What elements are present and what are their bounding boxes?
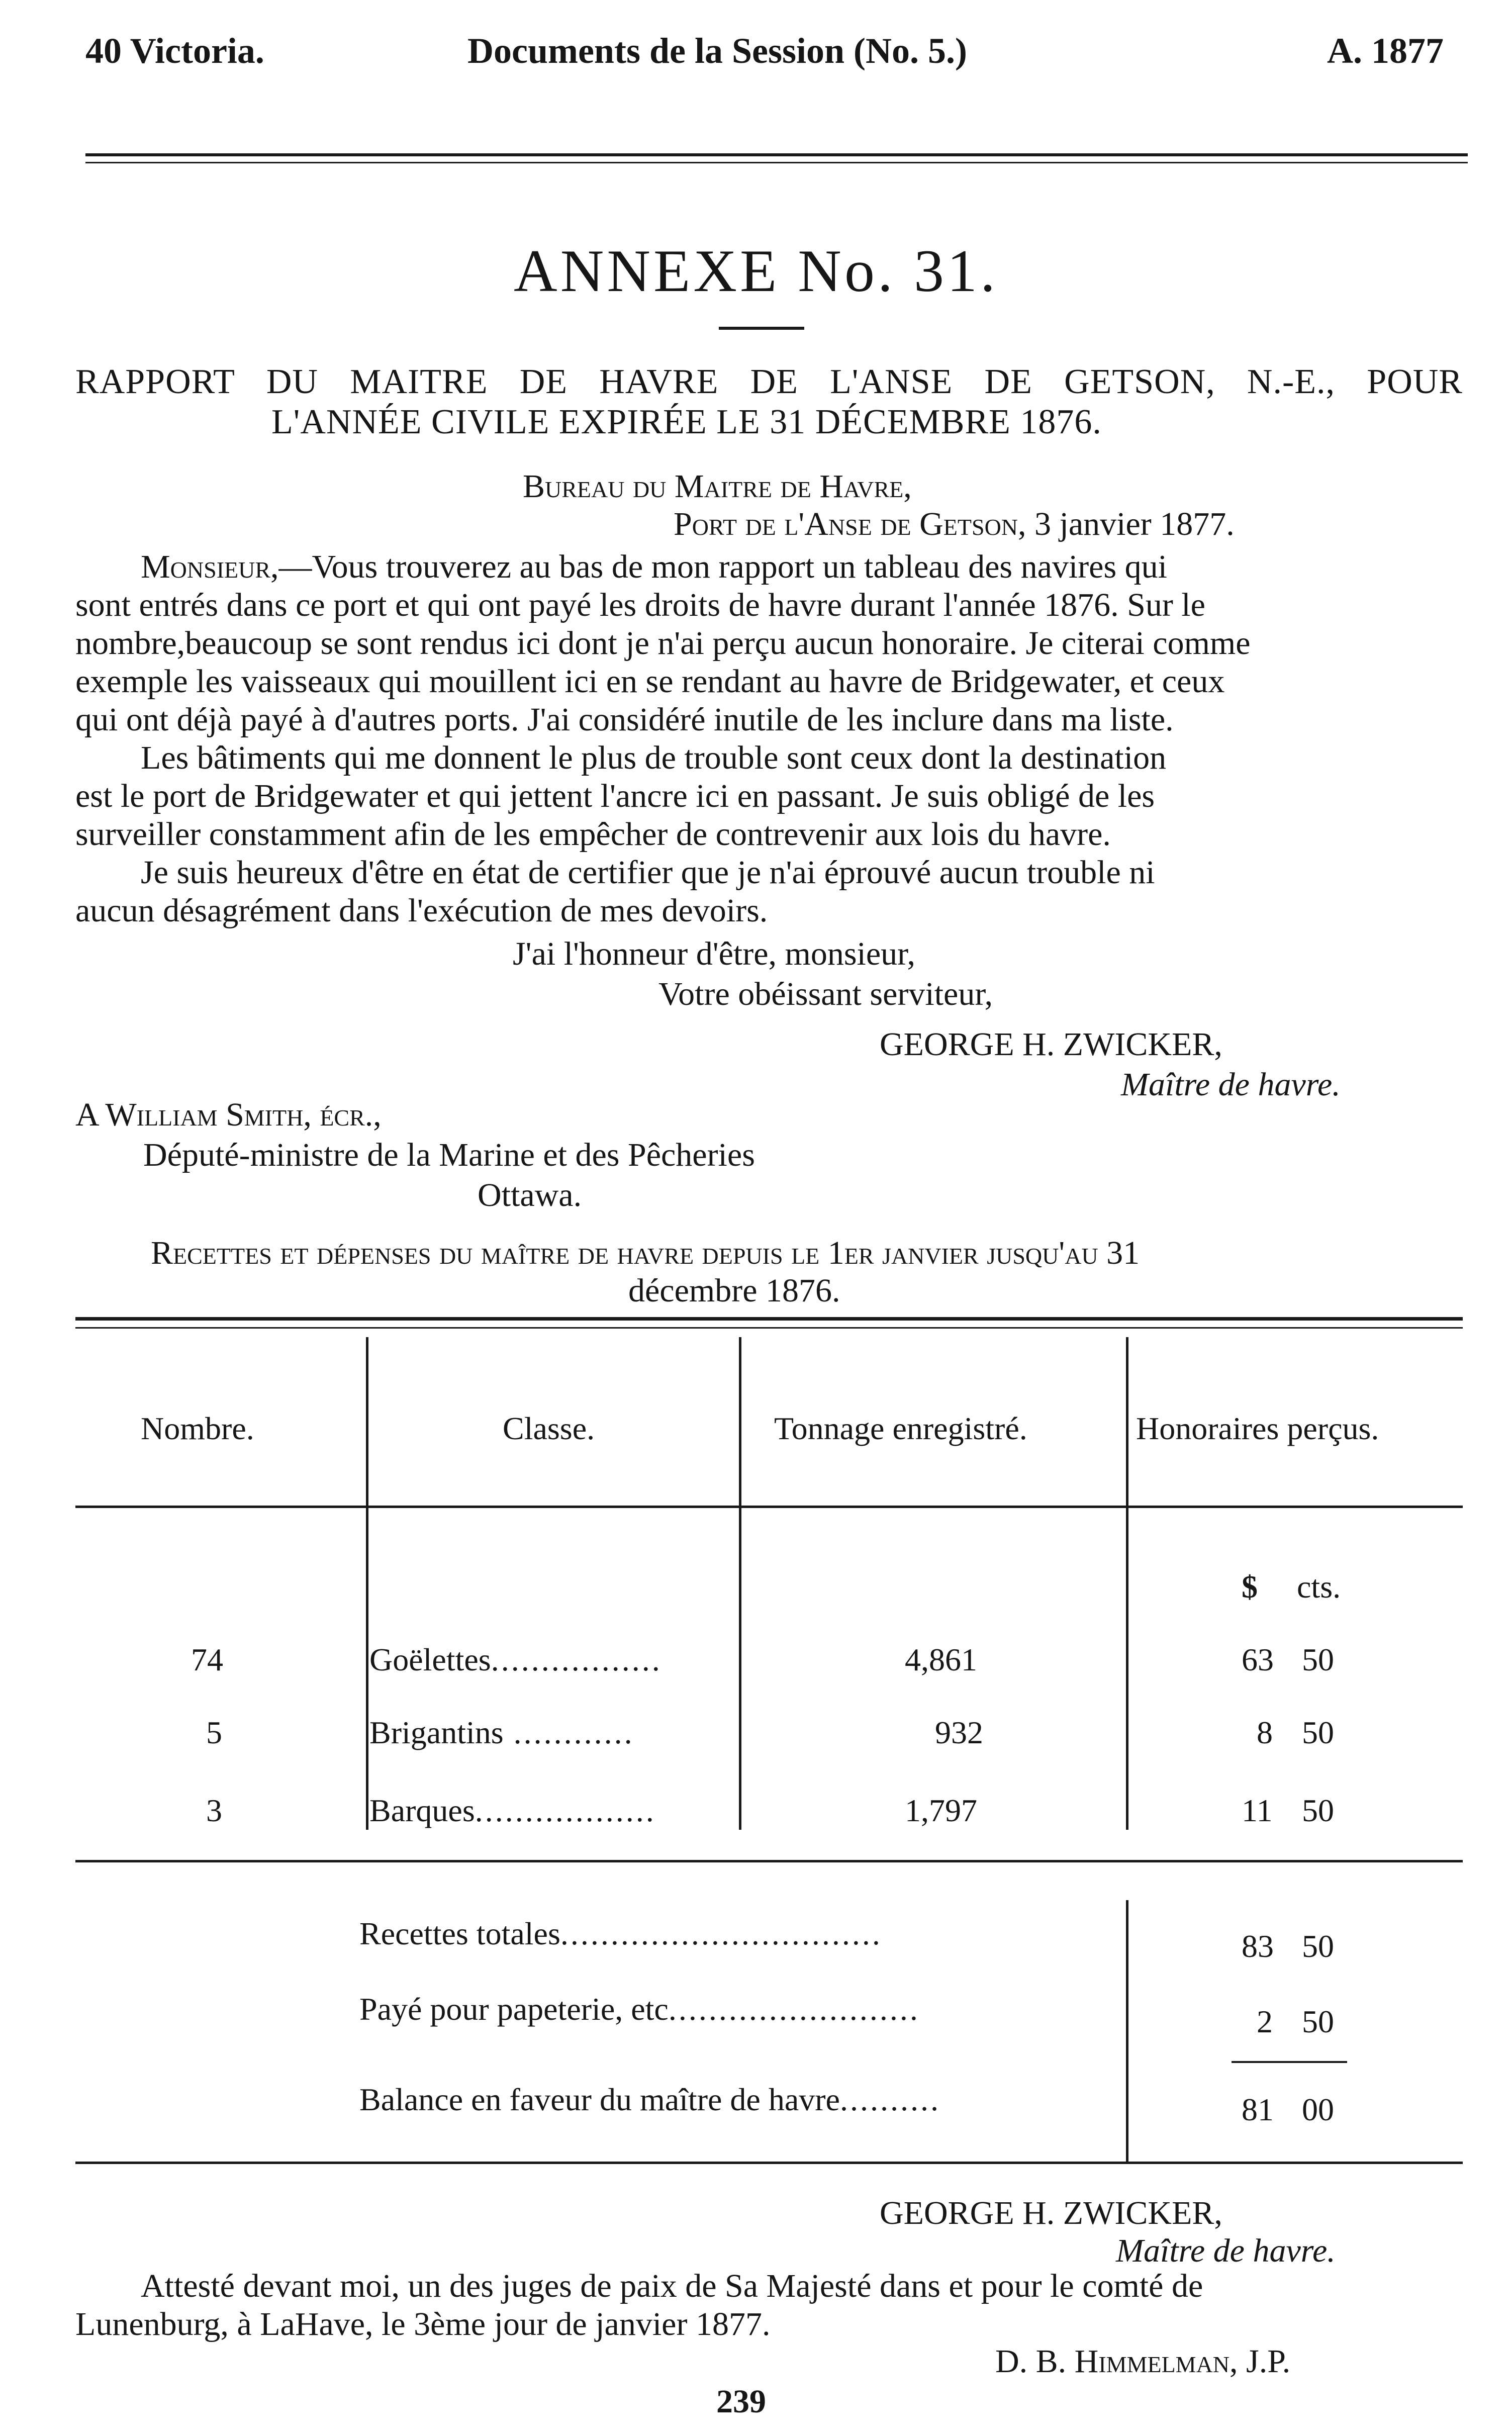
table-body-rule: [75, 1860, 1463, 1862]
table-bottom-rule: [75, 2162, 1463, 2164]
summary-dollars: 81: [1242, 2092, 1274, 2127]
paragraph-line: exemple les vaisseaux qui mouillent ici en se rendant au havre de Bridgewater, et ceux: [75, 663, 1225, 700]
header-rule-top: [85, 153, 1468, 156]
summary-cents: 00: [1302, 2092, 1334, 2127]
row-cents: 50: [1302, 1715, 1334, 1750]
address-date: 3 janvier 1877.: [1034, 506, 1235, 542]
letter-paragraph-1: [75, 548, 1463, 930]
paragraph-line: sont entrés dans ce port et qui ont payé les droits de havre durant l'année 1876. Sur le: [75, 587, 1205, 623]
paragraph-line: Je suis heureux d'être en état de certifier que je n'ai éprouvé aucun trouble ni: [141, 854, 1155, 891]
salutation: Monsieur,: [141, 548, 279, 585]
attestation: [75, 2267, 1463, 2344]
closing-signature-title: Maître de havre.: [1116, 2232, 1336, 2269]
summary-dollars: 2: [1257, 2004, 1273, 2039]
header-year: A. 1877: [1327, 31, 1444, 71]
paragraph-line: Monsieur,—Vous trouverez au bas de mon rapport un tableau des navires qui: [141, 548, 1167, 585]
address-place: Port de l'Anse de Getson,: [674, 506, 1026, 542]
recipient-name: A William Smith, écr.,: [75, 1096, 382, 1133]
currency-cents-label: cts.: [1297, 1569, 1341, 1605]
letter-closing-1: J'ai l'honneur d'être, monsieur,: [513, 935, 915, 972]
summary-label: Recettes totales................................: [359, 1916, 882, 1951]
summary-cents: 50: [1302, 1928, 1334, 1964]
row-nombre: 3: [206, 1793, 222, 1828]
row-nombre: 74: [191, 1642, 223, 1677]
table-rule-top-thin: [75, 1327, 1463, 1329]
row-tonnage: 4,861: [905, 1642, 977, 1677]
summary-dollars: 83: [1242, 1928, 1274, 1964]
paragraph-line: est le port de Bridgewater et qui jettent l'ancre ici en passant. Je suis obligé de les: [75, 778, 1155, 814]
column-header-tonnage: Tonnage enregistré.: [774, 1411, 1027, 1446]
column-divider: [366, 1337, 368, 1830]
paragraph-line: surveiller constamment afin de les empêcher de contrevenir aux lois du havre.: [75, 816, 1111, 853]
report-title-line2: L'ANNÉE CIVILE EXPIRÉE LE 31 DÉCEMBRE 1876.: [271, 403, 1102, 441]
row-dollars: 8: [1257, 1715, 1273, 1750]
summary-label: Balance en faveur du maître de havre..........: [359, 2082, 940, 2117]
address-office: Bureau du Maitre de Havre,: [523, 468, 912, 505]
paragraph-line: Les bâtiments qui me donnent le plus de trouble sont ceux dont la destination: [141, 739, 1167, 776]
attestation-line: Lunenburg, à LaHave, le 3ème jour de janvier 1877.: [75, 2306, 771, 2343]
table-rule-top: [75, 1317, 1463, 1321]
table-caption-line1: Recettes et dépenses du maître de havre depuis le 1er janvier jusqu'au 31: [151, 1235, 1140, 1271]
recipient-city: Ottawa.: [478, 1177, 582, 1213]
subtotal-rule: [1232, 2061, 1347, 2063]
table-caption-line2: décembre 1876.: [628, 1272, 840, 1309]
row-nombre: 5: [206, 1715, 222, 1750]
row-cents: 50: [1302, 1642, 1334, 1677]
header-rule-bottom: [85, 162, 1468, 163]
row-dollars: 63: [1242, 1642, 1274, 1677]
attestation-signer: D. B. Himmelman, J.P.: [995, 2343, 1291, 2380]
title-separator: [719, 327, 804, 330]
row-tonnage: 932: [935, 1715, 983, 1750]
row-classe: Goëlettes.................: [369, 1642, 662, 1677]
header-document-title: Documents de la Session (No. 5.): [467, 31, 968, 71]
paragraph-line: aucun désagrément dans l'exécution de mes devoirs.: [75, 892, 768, 929]
summary-cents: 50: [1302, 2004, 1334, 2039]
letter-closing-2: Votre obéissant serviteur,: [658, 976, 993, 1012]
column-header-nombre: Nombre.: [141, 1411, 254, 1446]
row-classe: Brigantins ............: [369, 1715, 634, 1750]
signature-name: GEORGE H. ZWICKER,: [880, 1026, 1222, 1063]
header-session-year: 40 Victoria.: [85, 31, 264, 71]
column-header-classe: Classe.: [503, 1411, 595, 1446]
row-classe: Barques..................: [369, 1793, 656, 1828]
annex-title: ANNEXE No. 31.: [514, 237, 998, 304]
paragraph-line: qui ont déjà payé à d'autres ports. J'ai considéré inutile de les inclure dans ma liste.: [75, 701, 1174, 738]
closing-signature-name: GEORGE H. ZWICKER,: [880, 2195, 1222, 2231]
recipient-office: Député-ministre de la Marine et des Pêcheries: [143, 1137, 755, 1173]
table-header-rule: [75, 1506, 1463, 1508]
row-dollars: 11: [1242, 1793, 1273, 1828]
row-tonnage: 1,797: [905, 1793, 977, 1828]
row-cents: 50: [1302, 1793, 1334, 1828]
summary-label: Payé pour papeterie, etc.........................: [359, 1991, 920, 2027]
column-header-honoraires: Honoraires perçus.: [1136, 1411, 1379, 1446]
address-place-date: [674, 505, 1235, 543]
summary-column-divider: [1126, 1900, 1128, 2162]
column-divider: [1126, 1337, 1128, 1830]
signature-title: Maître de havre.: [1121, 1066, 1341, 1103]
paragraph-line: nombre,beaucoup se sont rendus ici dont je n'ai perçu aucun honoraire. Je citerai comme: [75, 625, 1251, 662]
currency-dollar-label: $: [1242, 1569, 1258, 1605]
column-divider: [739, 1337, 741, 1830]
attestation-line: Attesté devant moi, un des juges de paix de Sa Majesté dans et pour le comté de: [141, 2268, 1203, 2304]
page-number: 239: [716, 2383, 766, 2420]
report-title-line1: RAPPORT DU MAITRE DE HAVRE DE L'ANSE DE GETSON, N.-E., POUR: [75, 362, 1463, 401]
